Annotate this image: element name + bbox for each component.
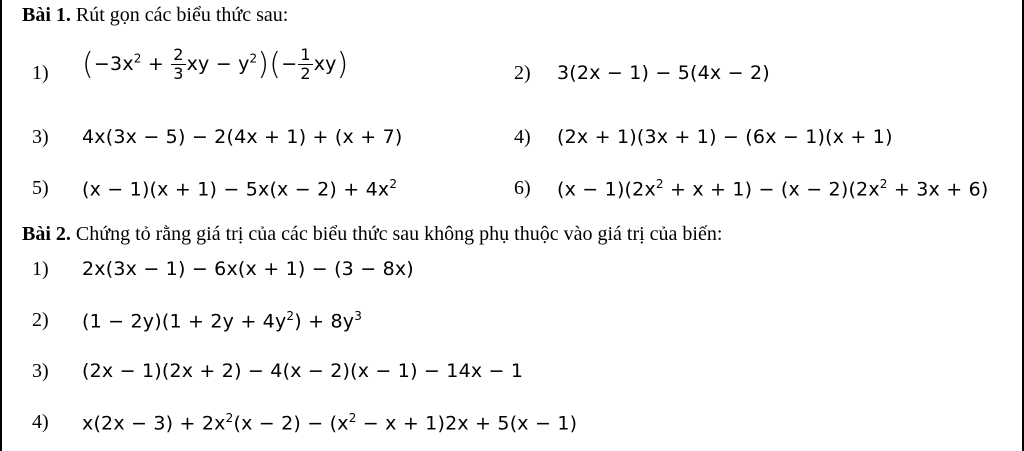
ex2-problem4-expression xyxy=(82,411,577,434)
ex1-problem2-number: 2) xyxy=(514,62,531,84)
ex2-problem1-number: 1) xyxy=(32,258,49,280)
exercise2-instruction: Chứng tỏ rằng giá trị của các biểu thức sau không phụ thuộc vào giá trị của biến: xyxy=(75,223,723,245)
exponent: 2 xyxy=(348,411,357,425)
term: (1 − 2y)(1 + 2y + 4y xyxy=(82,310,287,333)
exponent: 3 xyxy=(354,309,363,323)
ex2-problem2-expression xyxy=(82,309,362,332)
ex2-problem1-expression: 2x(3x − 1) − 6x(x + 1) − (3 − 8x) xyxy=(82,258,414,280)
term: xy − y xyxy=(186,53,250,75)
term: (x − 1)(x + 1) − 5x(x − 2) + 4x xyxy=(82,178,390,201)
operator: + xyxy=(141,53,171,75)
ex1-problem5-number: 5) xyxy=(32,177,49,199)
ex2-problem3-expression: (2x − 1)(2x + 2) − 4(x − 2)(x − 1) − 14x − 1 xyxy=(82,360,524,382)
ex2-problem4-number: 4) xyxy=(32,411,49,433)
ex1-problem5-expression xyxy=(82,177,397,200)
exponent: 2 xyxy=(249,51,258,66)
numerator: 1 xyxy=(300,45,311,64)
ex2-problem2-number: 2) xyxy=(32,309,49,331)
term: (x − 2) − (x xyxy=(233,412,349,435)
ex1-problem1-expression xyxy=(82,46,349,83)
ex1-problem6-expression xyxy=(557,177,988,200)
paren: ( xyxy=(269,47,282,82)
paren: ) xyxy=(336,47,349,82)
denominator: 3 xyxy=(173,64,184,83)
exponent: 2 xyxy=(225,411,234,425)
term: x(2x − 3) + 2x xyxy=(82,412,226,435)
exercise1-instruction: Rút gọn các biểu thức sau: xyxy=(75,4,289,26)
exponent: 2 xyxy=(879,177,888,191)
numerator: 2 xyxy=(173,45,184,64)
paren: ( xyxy=(82,47,94,82)
term: − x + 1)2x + 5(x − 1) xyxy=(356,412,578,435)
fraction-one-half xyxy=(298,46,312,83)
term: xy xyxy=(313,53,337,75)
term: ) + 8y xyxy=(294,310,355,333)
ex1-problem3-expression: 4x(3x − 5) − 2(4x + 1) + (x + 7) xyxy=(82,126,403,148)
term: −3x xyxy=(93,53,134,75)
ex1-problem3-number: 3) xyxy=(32,126,49,148)
term: + 3x + 6) xyxy=(887,178,989,201)
ex1-problem4-expression: (2x + 1)(3x + 1) − (6x − 1)(x + 1) xyxy=(557,126,893,148)
exercise1-label: Bài 1. xyxy=(22,4,71,26)
term: (x − 1)(2x xyxy=(557,178,656,201)
exponent: 2 xyxy=(389,177,398,191)
ex2-problem3-number: 3) xyxy=(32,360,49,382)
exercise2-heading xyxy=(22,223,722,246)
ex1-problem1-number: 1) xyxy=(32,62,49,84)
exponent: 2 xyxy=(286,309,295,323)
term: + x + 1) − (x − 2)(2x xyxy=(663,178,880,201)
paren: ) xyxy=(257,47,270,82)
ex1-problem2-expression: 3(2x − 1) − 5(4x − 2) xyxy=(557,62,770,84)
denominator: 2 xyxy=(300,64,311,83)
exercise1-heading xyxy=(22,4,288,27)
operator: − xyxy=(281,53,298,75)
ex1-problem4-number: 4) xyxy=(514,126,531,148)
ex1-problem6-number: 6) xyxy=(514,177,531,199)
fraction-two-thirds xyxy=(171,46,185,83)
exercise2-label: Bài 2. xyxy=(22,223,71,245)
exponent: 2 xyxy=(655,177,664,191)
exponent: 2 xyxy=(133,51,142,66)
